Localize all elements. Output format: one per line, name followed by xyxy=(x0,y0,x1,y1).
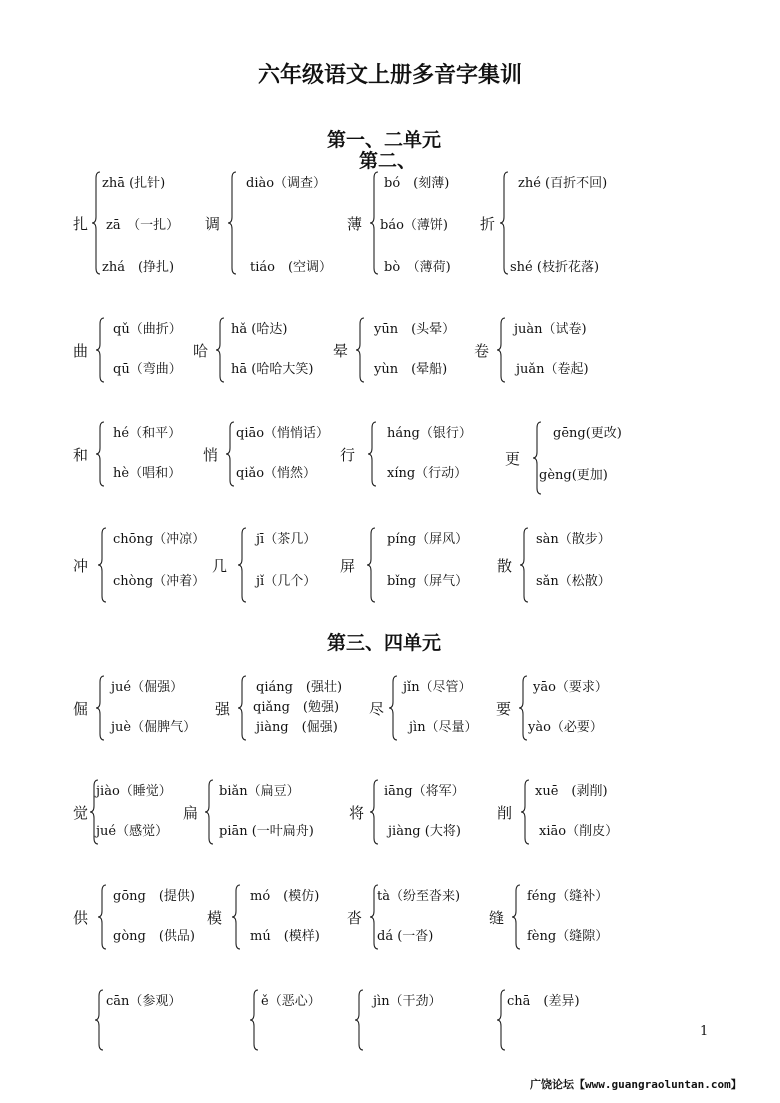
reading-text: gēng(更改) xyxy=(553,426,622,441)
reading-text: diào（调查） xyxy=(246,176,327,191)
reading-text: tà（纷至沓来) xyxy=(377,889,461,904)
reading-text: qū（弯曲） xyxy=(113,362,182,377)
reading-text: chā (差异) xyxy=(507,994,580,1009)
polyphone-character: 调 xyxy=(205,215,221,233)
reading-text: tiáo (空调） xyxy=(250,260,333,275)
brace-icon xyxy=(370,780,380,844)
brace-icon xyxy=(228,172,238,274)
reading-text: qiāo（悄悄话） xyxy=(236,426,330,441)
polyphone-character: 晕 xyxy=(333,342,349,360)
reading-text: yùn (晕船) xyxy=(374,362,448,377)
reading-text: féng（缝补） xyxy=(527,889,609,904)
reading-text: hè（唱和） xyxy=(113,466,182,481)
polyphone-character: 倔 xyxy=(73,700,89,718)
footer-source: 广饶论坛【www.guangraoluntan.com】 xyxy=(530,1078,742,1091)
brace-icon xyxy=(238,528,248,602)
reading-text: mú (模样) xyxy=(250,929,320,944)
brace-icon xyxy=(98,528,108,602)
polyphone-character: 缝 xyxy=(489,909,505,927)
brace-icon xyxy=(96,422,106,486)
brace-icon xyxy=(497,318,507,382)
reading-text: jiào（睡觉） xyxy=(96,784,172,799)
reading-text: cān（参观） xyxy=(106,994,182,1009)
reading-text: yāo（要求） xyxy=(533,680,608,695)
polyphone-character: 更 xyxy=(505,450,521,468)
reading-text: qiǎng (勉强) xyxy=(253,700,340,715)
reading-text: ě（恶心） xyxy=(261,994,321,1009)
reading-text: biǎn（扁豆） xyxy=(219,784,300,799)
brace-icon xyxy=(250,990,260,1050)
polyphone-character: 冲 xyxy=(73,557,89,575)
polyphone-character: 散 xyxy=(497,557,513,575)
reading-text: zhā (扎针) xyxy=(102,176,166,191)
reading-text: jué（倔强） xyxy=(111,680,184,695)
polyphone-character: 行 xyxy=(340,446,356,464)
reading-text: gòng (供品) xyxy=(113,929,195,944)
reading-text: xiāo（削皮） xyxy=(539,824,619,839)
section-heading-units-3-4: 第三、四单元 xyxy=(327,632,442,654)
brace-icon xyxy=(500,172,510,274)
page-title: 六年级语文上册多音字集训 xyxy=(257,62,522,88)
polyphone-character: 模 xyxy=(207,909,223,927)
brace-icon xyxy=(205,780,215,844)
reading-text: hā (哈哈大笑) xyxy=(231,362,314,377)
page-number: 1 xyxy=(700,1024,709,1039)
polyphone-character: 哈 xyxy=(193,342,209,360)
reading-text: yūn (头晕） xyxy=(374,322,456,337)
reading-text: dá (一沓) xyxy=(377,929,434,944)
brace-icon xyxy=(370,172,380,274)
brace-icon xyxy=(98,885,108,949)
brace-icon xyxy=(238,676,248,740)
reading-text: jué（感觉） xyxy=(96,824,169,839)
brace-icon xyxy=(226,422,236,486)
reading-text: qiáng (强壮) xyxy=(256,680,343,695)
polyphone-character: 曲 xyxy=(73,342,89,360)
reading-text: hǎ (哈达) xyxy=(231,322,288,337)
brace-icon xyxy=(95,990,105,1050)
reading-text: bò （薄荷) xyxy=(384,260,451,275)
polyphone-character: 将 xyxy=(349,804,365,822)
reading-text: juǎn（卷起) xyxy=(516,362,589,377)
brace-icon xyxy=(96,676,106,740)
polyphone-character: 强 xyxy=(215,700,231,718)
reading-text: jìn（干劲） xyxy=(373,994,442,1009)
polyphone-character: 尽 xyxy=(369,700,385,718)
reading-text: gōng (提供) xyxy=(113,889,195,904)
reading-text: xíng（行动） xyxy=(387,466,468,481)
polyphone-character: 屏 xyxy=(340,557,356,575)
polyphone-character: 削 xyxy=(497,804,513,822)
brace-icon xyxy=(216,318,226,382)
brace-icon xyxy=(512,885,522,949)
polyphone-character: 悄 xyxy=(203,446,219,464)
brace-icon xyxy=(356,318,366,382)
brace-icon xyxy=(521,780,531,844)
section-heading-extra: 第二、 xyxy=(359,150,417,172)
reading-text: zhá (挣扎) xyxy=(102,260,175,275)
reading-text: jī（茶几） xyxy=(256,532,317,547)
reading-text: qǔ（曲折） xyxy=(113,322,182,337)
reading-text: juè（倔脾气） xyxy=(111,720,197,735)
reading-text: chòng（冲着） xyxy=(113,574,206,589)
brace-icon xyxy=(96,318,106,382)
section-heading-units-1-2: 第一、二单元 xyxy=(327,129,442,151)
reading-text: bó (刻薄) xyxy=(384,176,450,191)
reading-text: jìn（尽量） xyxy=(409,720,478,735)
polyphone-character: 卷 xyxy=(474,342,490,360)
reading-text: jǐn（尽管） xyxy=(403,680,472,695)
reading-text: shé (枝折花落) xyxy=(510,260,600,275)
brace-icon xyxy=(92,172,102,274)
reading-text: iāng（将军） xyxy=(384,784,465,799)
reading-text: xuē (剥削) xyxy=(535,784,608,799)
brace-icon xyxy=(368,422,378,486)
reading-text: piān (一叶扁舟) xyxy=(219,824,314,839)
brace-icon xyxy=(232,885,242,949)
brace-icon xyxy=(389,676,399,740)
polyphone-character: 扎 xyxy=(73,215,89,233)
polyphone-character: 几 xyxy=(212,557,228,575)
reading-text: fèng（缝隙） xyxy=(527,929,609,944)
reading-text: qiǎo（悄然） xyxy=(236,466,317,481)
reading-text: gèng(更加) xyxy=(539,468,608,483)
polyphone-character: 折 xyxy=(480,215,496,233)
reading-text: yào（必要） xyxy=(528,720,603,735)
reading-text: mó (模仿) xyxy=(250,889,320,904)
reading-text: bǐng（屏气） xyxy=(387,574,469,589)
reading-text: hé（和平） xyxy=(113,426,182,441)
reading-text: juàn（试卷) xyxy=(514,322,587,337)
polyphone-character: 薄 xyxy=(347,215,363,233)
reading-text: jiàng (大将) xyxy=(388,824,461,839)
reading-text: sǎn（松散） xyxy=(536,574,611,589)
polyphone-character: 扁 xyxy=(183,804,199,822)
brace-icon xyxy=(497,990,507,1050)
polyphone-character: 和 xyxy=(73,446,89,464)
reading-text: jǐ（几个） xyxy=(256,574,317,589)
polyphone-character: 供 xyxy=(73,909,89,927)
polyphone-character: 觉 xyxy=(73,804,89,822)
reading-text: zhé (百折不回) xyxy=(518,176,608,191)
polyphone-character: 沓 xyxy=(347,909,363,927)
reading-text: háng（银行） xyxy=(387,426,472,441)
brace-icon xyxy=(367,528,377,602)
brace-icon xyxy=(520,528,530,602)
polyphone-character: 要 xyxy=(496,700,512,718)
brace-icon xyxy=(355,990,365,1050)
reading-text: chōng（冲凉） xyxy=(113,532,206,547)
reading-text: sàn（散步） xyxy=(536,532,611,547)
reading-text: píng（屏风） xyxy=(387,532,469,547)
reading-text: zā （一扎） xyxy=(106,218,180,233)
brace-icon xyxy=(533,422,543,494)
reading-text: báo（薄饼) xyxy=(380,218,448,233)
reading-text: jiàng (倔强) xyxy=(256,720,338,735)
